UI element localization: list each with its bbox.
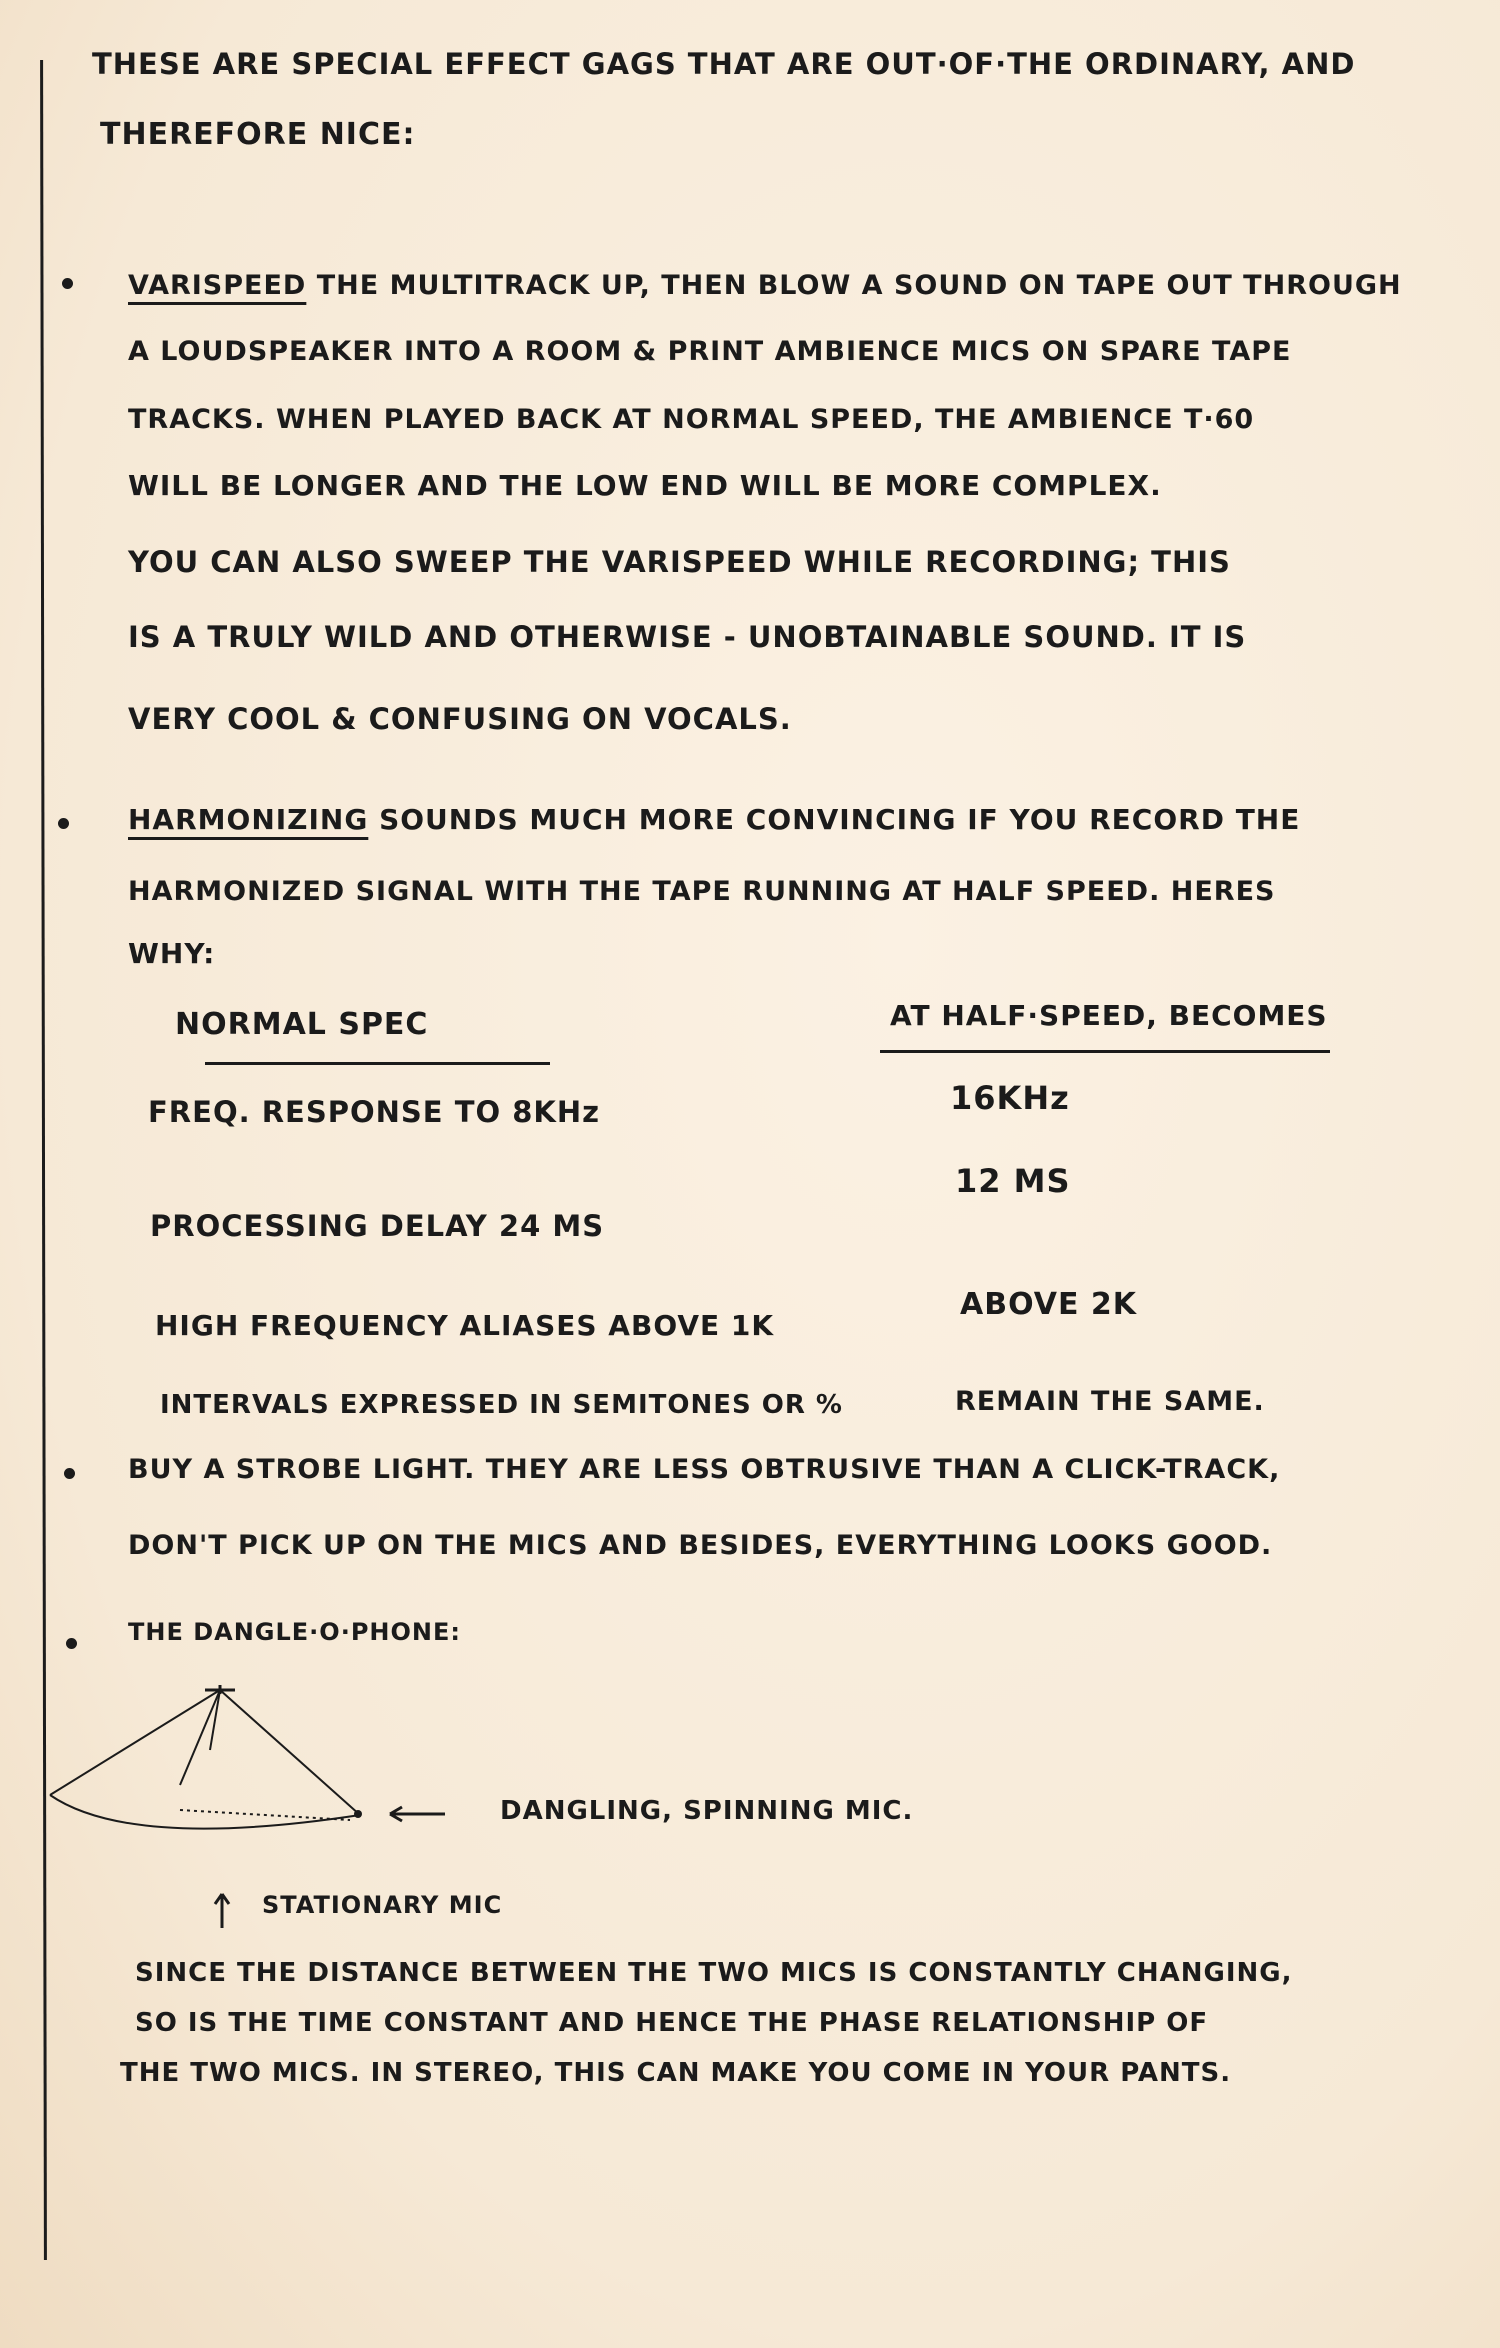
bullet-harmonizing: [58, 818, 69, 829]
dangle-o-phone-diagram: [40, 1680, 540, 1880]
intro-line-2: THEREFORE NICE:: [100, 117, 416, 152]
intro-line-1: THESE ARE SPECIAL EFFECT GAGS THAT ARE OUT·OF·THE ORDINARY, AND: [92, 47, 1356, 81]
table-header-half-speed: AT HALF·SPEED, BECOMES: [890, 999, 1328, 1032]
dangle-title: THE DANGLE·O·PHONE:: [128, 1618, 461, 1646]
strobe-line-1: BUY A STROBE LIGHT. THEY ARE LESS OBTRUSIVE THAN A CLICK-TRACK,: [128, 1454, 1281, 1485]
arrow-up-icon: [212, 1890, 232, 1930]
strobe-line-2: DON'T PICK UP ON THE MICS AND BESIDES, EVERYTHING LOOKS GOOD.: [128, 1530, 1273, 1561]
table-row-4-left: INTERVALS EXPRESSED IN SEMITONES OR %: [160, 1390, 843, 1420]
varispeed-line-1: [128, 272, 1402, 299]
label-stationary-mic: STATIONARY MIC: [262, 1891, 503, 1919]
mount-point: [205, 1685, 235, 1694]
dangle-strings: [50, 1690, 360, 1829]
dangle-line-2: SO IS THE TIME CONSTANT AND HENCE THE PHASE RELATIONSHIP OF: [135, 2008, 1209, 2038]
table-row-4-right: REMAIN THE SAME.: [955, 1386, 1265, 1417]
table-row-1-right: 16KHz: [950, 1079, 1070, 1117]
table-header-normal: NORMAL SPEC: [175, 1007, 429, 1042]
bullet-varispeed: [62, 278, 73, 289]
bullet-dangle: [66, 1638, 77, 1649]
bullet-strobe: [64, 1468, 75, 1479]
table-row-3-right: ABOVE 2K: [960, 1287, 1138, 1322]
dangle-line-3: THE TWO MICS. IN STEREO, THIS CAN MAKE YOU COME IN YOUR PANTS.: [120, 2058, 1232, 2088]
table-row-2-left: PROCESSING DELAY 24 MS: [150, 1209, 605, 1243]
table-row-2-right: 12 MS: [955, 1162, 1071, 1200]
varispeed-line-5: YOU CAN ALSO SWEEP THE VARISPEED WHILE RECORDING; THIS: [128, 545, 1231, 579]
varispeed-line-4: WILL BE LONGER AND THE LOW END WILL BE MORE COMPLEX.: [128, 469, 1162, 502]
dangle-line-1: SINCE THE DISTANCE BETWEEN THE TWO MICS IS CONSTANTLY CHANGING,: [135, 1958, 1293, 1988]
spinning-mic-icon: [354, 1810, 362, 1818]
harmonizing-line-1-text: SOUNDS MUCH MORE CONVINCING IF YOU RECORD THE: [379, 803, 1301, 836]
harmonizing-line-3: WHY:: [128, 937, 216, 970]
arrow-left-icon: [390, 1807, 445, 1821]
table-header-normal-rule: [205, 1062, 550, 1065]
harmonizing-keyword: HARMONIZING: [128, 803, 369, 836]
table-row-1-left: FREQ. RESPONSE TO 8KHz: [148, 1095, 601, 1129]
varispeed-line-7: VERY COOL & CONFUSING ON VOCALS.: [128, 702, 792, 736]
table-row-3-left: HIGH FREQUENCY ALIASES ABOVE 1K: [155, 1309, 775, 1342]
margin-line: [40, 60, 47, 2260]
label-spinning-mic: DANGLING, SPINNING MIC.: [500, 1796, 914, 1826]
table-header-half-speed-rule: [880, 1050, 1330, 1053]
varispeed-line-3: TRACKS. WHEN PLAYED BACK AT NORMAL SPEED, THE AMBIENCE T·60: [128, 404, 1255, 435]
varispeed-line-1-text: THE MULTITRACK UP, THEN BLOW A SOUND ON TAPE OUT THROUGH: [316, 270, 1402, 301]
harmonizing-line-2: HARMONIZED SIGNAL WITH THE TAPE RUNNING AT HALF SPEED. HERES: [128, 876, 1276, 907]
harmonizing-line-1: [128, 803, 1301, 836]
varispeed-keyword: VARISPEED: [128, 270, 307, 301]
varispeed-line-6: IS A TRULY WILD AND OTHERWISE - UNOBTAINABLE SOUND. IT IS: [128, 620, 1247, 654]
varispeed-line-2: A LOUDSPEAKER INTO A ROOM & PRINT AMBIENCE MICS ON SPARE TAPE: [128, 336, 1292, 367]
